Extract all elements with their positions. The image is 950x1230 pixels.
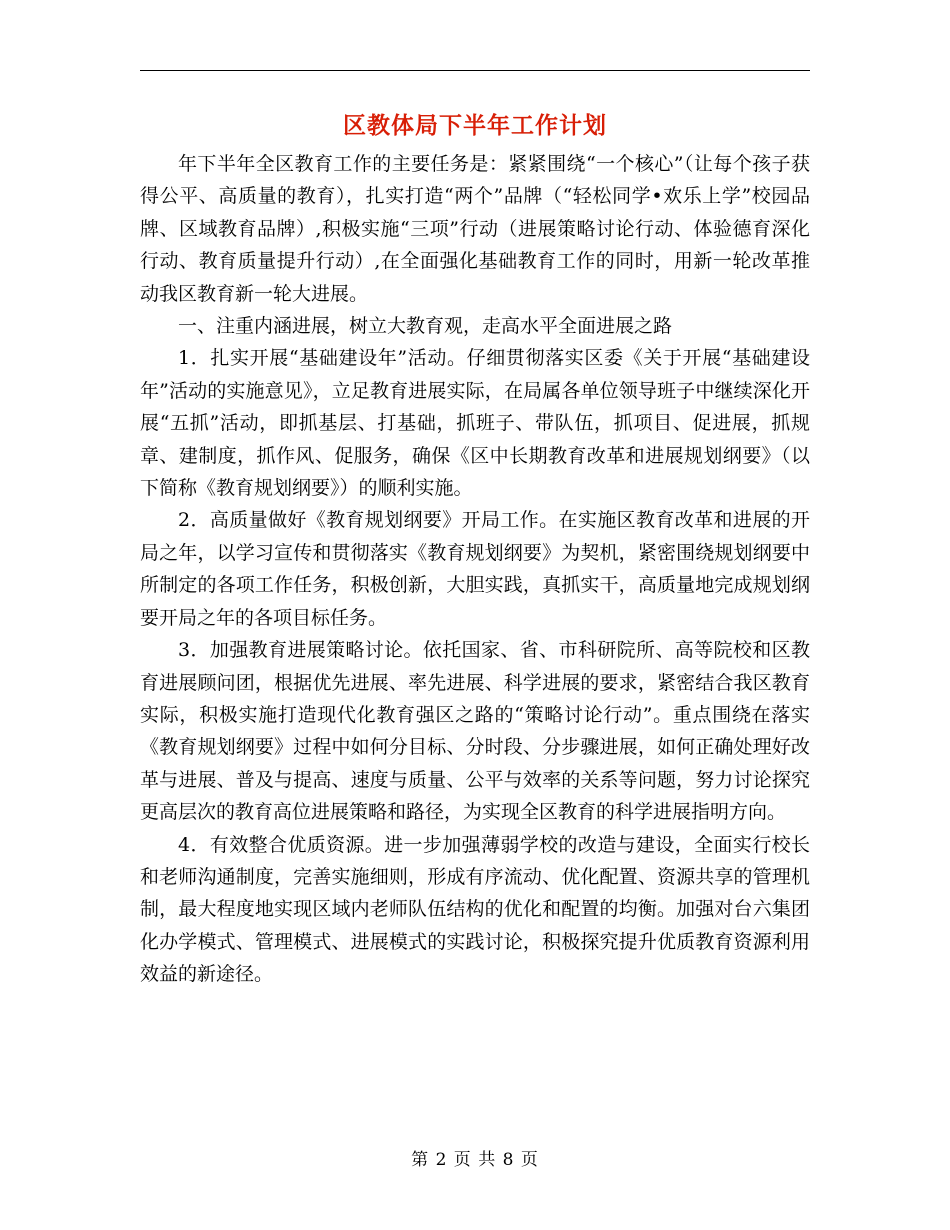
header-rule bbox=[140, 70, 810, 71]
paragraph-item-2: 2．高质量做好《教育规划纲要》开局工作。在实施区教育改革和进展的开局之年，以学习宣传和贯彻落实《教育规划纲要》为契机，紧密围绕规划纲要中所制定的各项工作任务，积极创新，大胆实践，真抓实干，高质量地完成规划纲要开局之年的各项目标任务。 bbox=[140, 509, 810, 629]
section-heading-1: 一、注重内涵进展，树立大教育观，走高水平全面进展之路 bbox=[178, 315, 673, 338]
document-body bbox=[140, 148, 810, 991]
paragraph-item-4: 4．有效整合优质资源。进一步加强薄弱学校的改造与建设，全面实行校长和老师沟通制度，完善实施细则，形成有序流动、优化配置、资源共享的管理机制，最大程度地实现区域内老师队伍结构的优化和配置的均衡。加强对台六集团化办学模式、管理模式、进展模式的实践讨论，积极探究提升优质教育资源利用效益的新途径。 bbox=[140, 833, 810, 986]
document-title: 区教体局下半年工作计划 bbox=[343, 113, 607, 139]
paragraph-item-3: 3．加强教育进展策略讨论。依托国家、省、市科研院所、高等院校和区教育进展顾问团，根据优先进展、率先进展、科学进展的要求，紧密结合我区教育实际，积极实施打造现代化教育强区之路的“策略讨论行动”。重点围绕在落实《教育规划纲要》过程中如何分目标、分时段、分步骤进展，如何正确处理好改革与进展、普及与提高、速度与质量、公平与效率的关系等问题，努力讨论探究更高层次的教育高位进展策略和路径，为实现全区教育的科学进展指明方向。 bbox=[140, 639, 810, 824]
paragraph-item-1: 1．扎实开展“基础建设年”活动。仔细贯彻落实区委《关于开展“基础建设年”活动的实施意见》，立足教育进展实际，在局属各单位领导班子中继续深化开展“五抓”活动，即抓基层、打基础，抓班子、带队伍，抓项目、促进展，抓规章、建制度，抓作风、促服务，确保《区中长期教育改革和进展规划纲要》（以下简称《教育规划纲要》）的顺利实施。 bbox=[140, 347, 810, 500]
paragraph-intro: 年下半年全区教育工作的主要任务是：紧紧围绕“一个核心”（让每个孩子获得公平、高质量的教育），扎实打造“两个”品牌（“轻松同学•欢乐上学”校园品牌、区域教育品牌）,积极实施“三项”行动（进展策略讨论行动、体验德育深化行动、教育质量提升行动）,在全面强化基础教育工作的同时，用新一轮改革推动我区教育新一轮大进展。 bbox=[140, 153, 810, 305]
page-number: 第 2 页 共 8 页 bbox=[411, 1150, 539, 1170]
